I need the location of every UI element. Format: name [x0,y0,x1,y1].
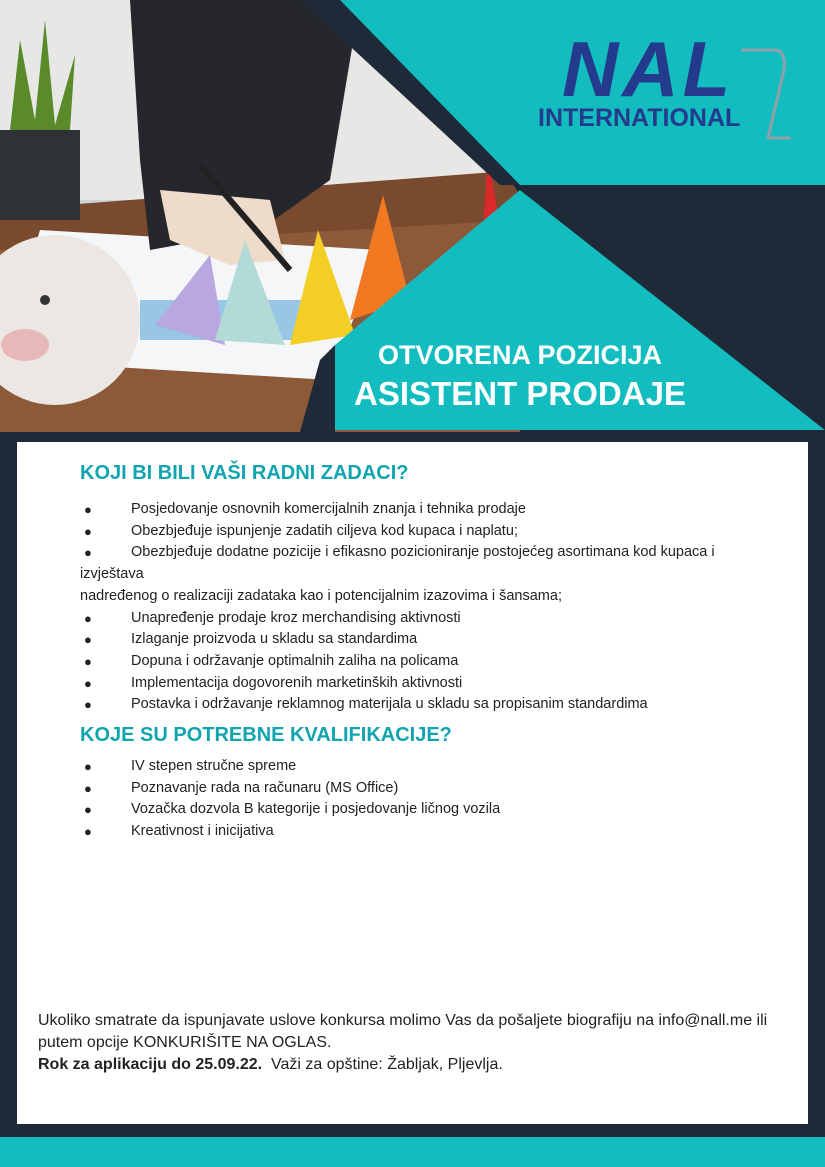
deadline: Rok za aplikaciju do 25.09.22. [38,1056,263,1073]
tasks-list [80,499,780,716]
application-info [38,1010,788,1076]
municipalities: Važi za opštine: Žabljak, Pljevlja. [262,1056,503,1073]
application-line-2: putem opcije KONKURIŠITE NA OGLAS. [38,1034,332,1051]
headline-open-position: OTVORENA POZICIJA [377,340,663,370]
deadline-line [38,1054,788,1076]
list-item: ● Kreativnost i inicijativa [84,823,274,840]
list-item-continuation: nadređenog o realizaciji zadataka kao i potencijalnim izazovima i šansama; [80,587,562,604]
header-banner [0,0,825,440]
qualifications-title: KOJE SU POTREBNE KVALIFIKACIJE? [80,724,452,746]
content-card [17,442,808,1124]
nal-logo [536,25,796,150]
job-headline [340,340,700,413]
qualifications-list [80,756,780,843]
logo-subtitle: INTERNATIONAL [538,104,741,132]
tasks-title: KOJI BI BILI VAŠI RADNI ZADACI? [80,462,409,484]
list-item: ● Unapređenje prodaje kroz merchandising aktivnosti [84,609,461,626]
list-item: ● Poznavanje rada na računaru (MS Office) [84,779,399,796]
list-item: ● IV stepen stručne spreme [84,758,297,774]
list-item: ● Izlaganje proizvoda u skladu sa standardima [84,631,418,648]
list-item: ● Obezbjeđuje ispunjenje zadatih ciljeva kod kupaca i naplatu; [84,522,518,539]
logo-brand: NAL [562,25,735,113]
headline-job-title: ASISTENT PRODAJE [354,375,686,412]
list-item: ● Obezbjeđuje dodatne pozicije i efikasno pozicioniranje postojećeg asortimana kod kupaca i izvještava [80,544,715,583]
bottom-bar [0,1137,825,1167]
list-item: ● Posjedovanje osnovnih komercijalnih znanja i tehnika prodaje [84,501,526,517]
list-item: ● Vozačka dozvola B kategorije i posjedovanje ličnog vozila [84,801,501,818]
list-item: ● Postavka i održavanje reklamnog materijala u skladu sa propisanim standardima [84,696,648,713]
list-item: ● Dopuna i održavanje optimalnih zaliha na policama [84,652,459,669]
application-line-1: Ukoliko smatrate da ispunjavate uslove konkursa molimo Vas da pošaljete biografiju na info@nall.me ili [38,1012,768,1029]
list-item: ● Implementacija dogovorenih marketinških aktivnosti [84,674,463,691]
